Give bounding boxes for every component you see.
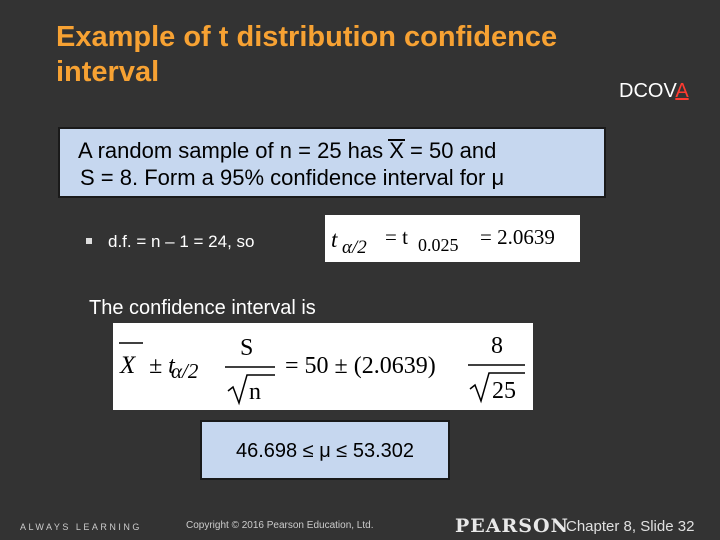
footer-copyright: Copyright © 2016 Pearson Education, Ltd. — [186, 520, 374, 531]
problem-line-1 — [78, 137, 604, 164]
formula-t: t — [331, 227, 338, 252]
formula2-x: X — [120, 352, 136, 379]
slide-number: Chapter 8, Slide 32 — [566, 518, 695, 535]
formula-value: = 2.0639 — [480, 225, 555, 249]
dcova-prefix: DCOV — [619, 80, 676, 102]
problem-line-2: S = 8. Form a 95% confidence interval for μ — [80, 165, 505, 190]
bullet-square-icon — [86, 238, 92, 244]
problem-line-1-post: = 50 and — [403, 138, 497, 163]
formula2-denominator-n: n — [249, 379, 261, 405]
result-box: 46.698 ≤ μ ≤ 53.302 — [200, 420, 450, 480]
dcova-tag — [619, 80, 689, 103]
formula2-substitution: = 50 ± (2.0639) — [285, 353, 436, 379]
formula-eq-t: = t — [385, 225, 408, 249]
confidence-interval-formula — [113, 323, 533, 410]
formula-t-subscript-2: 0.025 — [418, 235, 459, 255]
dcova-highlight: A — [675, 80, 689, 102]
formula2-pm-t: ± t — [149, 353, 175, 379]
formula-t-subscript: α/2 — [342, 237, 367, 258]
t-critical-formula — [325, 215, 580, 262]
problem-box — [58, 127, 606, 198]
pearson-logo: PEARSON — [455, 515, 569, 537]
footer — [0, 512, 720, 540]
formula2-numerator-s: S — [240, 335, 254, 361]
formula2-numerator-8: 8 — [491, 333, 503, 359]
footer-tagline: ALWAYS LEARNING — [20, 522, 142, 532]
x-bar-symbol: X — [389, 138, 404, 163]
bullet-item — [86, 232, 255, 252]
formula2-subscript: α/2 — [171, 359, 199, 383]
slide-title: Example of t distribution confidence interval — [56, 21, 558, 88]
ci-label: The confidence interval is — [89, 297, 316, 319]
problem-line-1-pre: A random sample of n = 25 has — [78, 138, 390, 163]
formula2-denominator-25: 25 — [492, 378, 516, 404]
bullet-text: d.f. = n – 1 = 24, so — [108, 232, 255, 251]
